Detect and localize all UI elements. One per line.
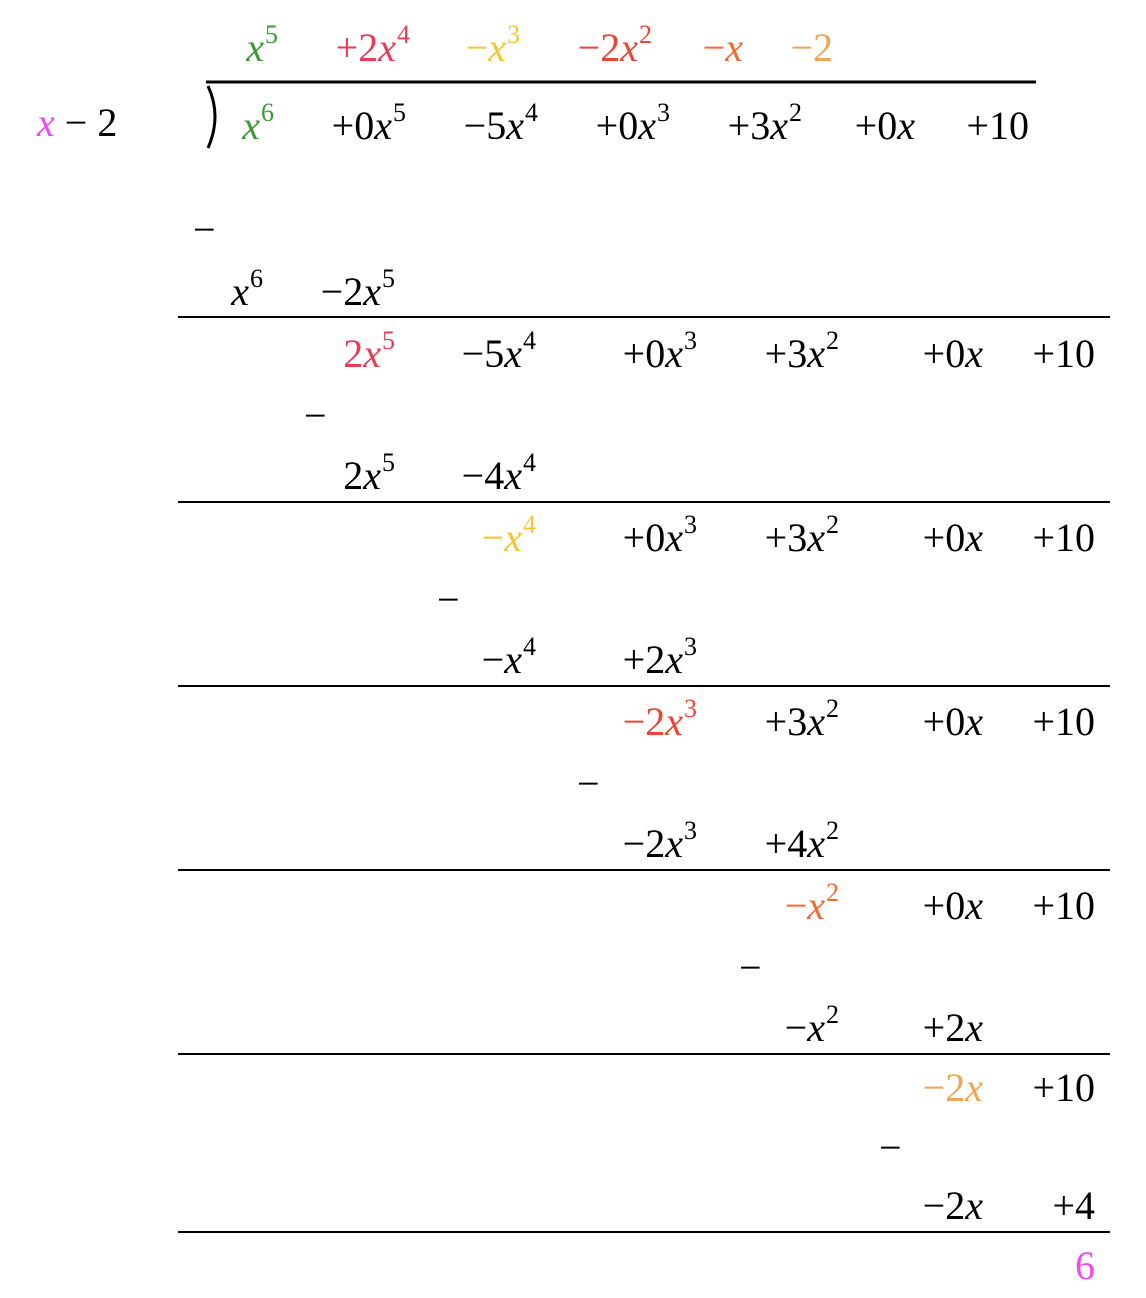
remainder-term: +10 [1032, 1065, 1095, 1110]
quotient-term: $-2x^2$ [577, 20, 652, 70]
remainder-term: +10 [1032, 883, 1095, 928]
remainder-term: +0x [922, 515, 983, 560]
remainder-term: $-x^2$ [784, 878, 839, 928]
divisor [37, 100, 118, 145]
subtrahend-term: −2x [922, 1183, 983, 1228]
dividend-term: +10 [966, 103, 1029, 148]
subtraction-line [178, 1053, 1110, 1055]
quotient-term: $-x^3$ [465, 20, 520, 70]
subtraction-line [178, 501, 1110, 503]
subtrahend-term: +4 [1052, 1183, 1095, 1228]
minus-sign: − [193, 207, 216, 252]
minus-sign: − [577, 761, 600, 806]
remainder-term: $-2x^3$ [622, 694, 697, 744]
remainder-term: $+0x^3$ [622, 326, 697, 376]
remainder-term: $+3x^2$ [764, 510, 839, 560]
dividend-term: +0x [854, 103, 915, 148]
subtraction-line [178, 1231, 1110, 1233]
subtrahend-term: $-4x^4$ [461, 448, 536, 498]
quotient-term: −2 [790, 25, 833, 70]
remainder-term: $+3x^2$ [764, 694, 839, 744]
divisor-variable: x [37, 100, 55, 145]
subtrahend-term: $2x^5$ [343, 448, 395, 498]
subtrahend-term: $-2x^5$ [320, 264, 395, 314]
subtrahend-term: $+4x^2$ [764, 816, 839, 866]
quotient-term: −x [702, 25, 743, 70]
subtrahend-term: $x^6$ [231, 264, 263, 314]
subtrahend-term: $+2x^3$ [622, 632, 697, 682]
remainder-term: $2x^5$ [343, 326, 395, 376]
quotient-term: $+2x^4$ [335, 20, 410, 70]
remainder-term: $-5x^4$ [461, 326, 536, 376]
dividend-term: $+3x^2$ [727, 98, 802, 148]
minus-sign: − [879, 1125, 902, 1170]
subtrahend-term: $-x^4$ [481, 632, 536, 682]
minus-sign: − [304, 393, 327, 438]
subtrahend-term: $-x^2$ [784, 1000, 839, 1050]
remainder-term: +10 [1032, 699, 1095, 744]
minus-sign: − [739, 945, 762, 990]
remainder-term: +10 [1032, 515, 1095, 560]
dividend-term: $-5x^4$ [463, 98, 538, 148]
final-remainder: 6 [1075, 1243, 1095, 1288]
minus-sign: − [437, 577, 460, 622]
subtraction-line [178, 685, 1110, 687]
remainder-term: −2x [922, 1065, 983, 1110]
subtrahend-term: +2x [922, 1005, 983, 1050]
remainder-term: +0x [922, 331, 983, 376]
remainder-term: $+3x^2$ [764, 326, 839, 376]
subtraction-line [178, 869, 1110, 871]
remainder-term: +0x [922, 883, 983, 928]
dividend-term: $+0x^5$ [331, 98, 406, 148]
remainder-term: $-x^4$ [481, 510, 536, 560]
subtrahend-term: $-2x^3$ [622, 816, 697, 866]
remainder-term: +10 [1032, 331, 1095, 376]
dividend-term: $x^6$ [242, 98, 274, 148]
remainder-term: $+0x^3$ [622, 510, 697, 560]
quotient-term: $x^5$ [246, 20, 278, 70]
remainder-term: +0x [922, 699, 983, 744]
subtraction-line [178, 316, 1110, 318]
divisor-constant: − 2 [64, 100, 118, 145]
dividend-term: $+0x^3$ [595, 98, 670, 148]
